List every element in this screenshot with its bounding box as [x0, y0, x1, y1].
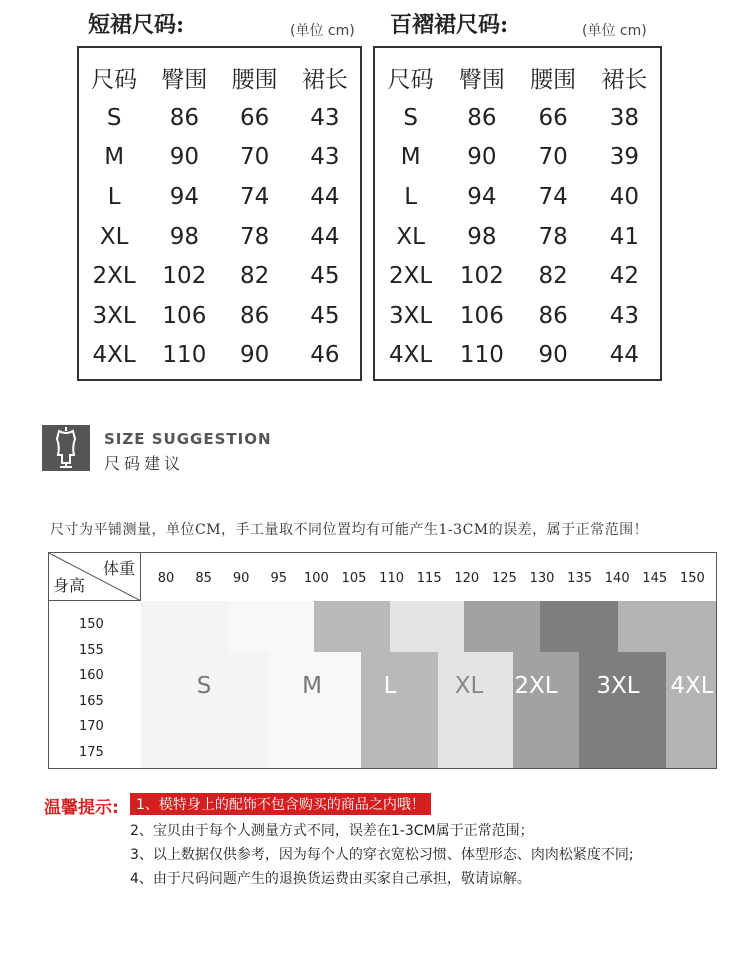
table-cell: 94	[467, 183, 497, 210]
short-skirt-unit: (单位 cm)	[290, 23, 355, 39]
table-cell: 86	[239, 302, 270, 329]
tip-item-2: 2、宝贝由于每个人测量方式不同，误差在1-3CM属于正常范围；	[130, 823, 534, 839]
table-cell: 41	[609, 223, 640, 250]
column-header: 尺码	[387, 66, 434, 93]
column-header: 臀围	[161, 66, 208, 93]
table-row	[79, 138, 360, 178]
table-row	[79, 336, 360, 376]
table-cell: M	[400, 144, 421, 171]
column-header: 腰围	[231, 66, 278, 93]
table-cell: 45	[310, 263, 340, 290]
table-cell: 4XL	[389, 342, 433, 369]
table-cell: 82	[239, 263, 270, 290]
weight-tick-label: 135	[567, 571, 593, 586]
table-cell: 38	[609, 104, 640, 131]
size-label: 4XL	[670, 673, 714, 699]
weight-tick-label: 110	[379, 571, 405, 586]
column-header: 裙长	[601, 66, 648, 93]
table-cell: 66	[538, 104, 568, 131]
table-row	[375, 177, 660, 217]
pleated-skirt-title: 百褶裙尺码:	[390, 12, 509, 38]
table-cell: 3XL	[389, 302, 433, 329]
table-cell: 86	[538, 302, 568, 329]
weight-tick-label: 80	[157, 571, 175, 586]
table-cell: 106	[162, 302, 207, 329]
size-block-2xl	[513, 652, 579, 769]
table-cell: 82	[538, 263, 568, 290]
table-cell: 2XL	[92, 263, 136, 290]
column-header: 腰围	[530, 66, 577, 93]
table-cell: 102	[459, 263, 504, 290]
weight-tick-label: 130	[529, 571, 555, 586]
size-suggestion-title: SIZE SUGGESTION	[104, 430, 272, 448]
table-cell: 43	[609, 302, 640, 329]
size-suggestion-subtitle: 尺码建议	[104, 454, 185, 473]
table-row	[375, 336, 660, 376]
table-cell: L	[404, 183, 418, 210]
table-row	[79, 217, 360, 257]
table-row	[79, 98, 360, 138]
weight-tick-label: 95	[270, 571, 288, 586]
mannequin-icon	[42, 425, 90, 471]
weight-tick-label: 125	[491, 571, 517, 586]
weight-tick-label: 150	[679, 571, 705, 586]
table-cell: 98	[169, 223, 200, 250]
tip-item-4: 4、由于尺码问题产生的退换货运费由买家自己承担，敬请谅解。	[130, 871, 531, 887]
table-cell: 86	[169, 104, 200, 131]
table-cell: 90	[538, 342, 568, 369]
table-cell: 46	[310, 342, 340, 369]
table-cell: 40	[609, 183, 640, 210]
table-cell: 70	[239, 144, 270, 171]
table-row	[375, 98, 660, 138]
pleated-skirt-unit: (单位 cm)	[582, 23, 647, 39]
table-cell: 110	[162, 342, 207, 369]
size-recommendation-chart	[48, 552, 717, 769]
table-cell: 98	[467, 223, 497, 250]
height-tick-label: 150	[79, 617, 104, 632]
weight-tick-label: 85	[195, 571, 212, 586]
height-axis-label: 身高	[53, 576, 86, 595]
weight-tick-label: 145	[642, 571, 668, 586]
table-cell: 4XL	[92, 342, 136, 369]
tips-title: 温馨提示:	[44, 798, 119, 818]
weight-tick-label: 90	[232, 571, 250, 586]
table-cell: 106	[459, 302, 504, 329]
table-cell: 90	[169, 144, 200, 171]
table-cell: XL	[396, 223, 425, 250]
size-label: 3XL	[596, 673, 640, 699]
height-tick-label: 165	[79, 693, 104, 709]
table-row	[375, 138, 660, 178]
table-cell: 44	[609, 342, 640, 369]
table-cell: 110	[459, 342, 504, 369]
short-skirt-table	[77, 46, 362, 381]
table-row	[375, 256, 660, 296]
size-block-3xl	[579, 652, 666, 769]
table-cell: 2XL	[389, 263, 433, 290]
weight-tick-label: 120	[454, 571, 480, 586]
table-cell: 90	[467, 144, 497, 171]
table-cell: S	[106, 104, 122, 131]
height-tick-label: 160	[79, 668, 104, 684]
table-cell: 74	[538, 183, 568, 210]
table-cell: 70	[538, 144, 568, 171]
height-tick-label: 175	[79, 745, 104, 760]
table-cell: 74	[239, 183, 270, 210]
table-cell: S	[403, 104, 418, 131]
size-label: S	[196, 673, 212, 699]
table-cell: 42	[609, 263, 640, 290]
tip-item-1: 1、模特身上的配饰不包含购买的商品之内哦！	[130, 793, 431, 815]
table-cell: 66	[239, 104, 270, 131]
measurement-note: 尺寸为平铺测量，单位CM，手工量取不同位置均有可能产生1-3CM的误差，属于正常范围！	[50, 522, 649, 538]
size-block-4xl-upper	[618, 601, 717, 653]
table-row	[375, 217, 660, 257]
table-cell: 43	[310, 144, 340, 171]
table-cell: 78	[239, 223, 270, 250]
weight-tick-label: 105	[341, 571, 367, 586]
table-cell: 94	[169, 183, 200, 210]
table-cell: XL	[99, 223, 129, 250]
table-row	[375, 296, 660, 336]
weight-axis-label: 体重	[102, 559, 135, 578]
size-block-s	[141, 652, 269, 769]
table-cell: L	[107, 183, 121, 210]
tip-item-3: 3、以上数据仅供参考，因为每个人的穿衣宽松习惯、体型形态、肉肉松紧度不同;	[130, 847, 634, 863]
size-label: M	[302, 673, 322, 699]
table-cell: 3XL	[92, 302, 136, 329]
table-row	[79, 256, 360, 296]
height-tick-label: 170	[79, 719, 104, 735]
table-cell: M	[104, 144, 125, 171]
table-cell: 39	[609, 144, 640, 171]
table-cell: 90	[239, 342, 270, 369]
table-row	[79, 296, 360, 336]
height-tick-label: 155	[79, 642, 104, 658]
size-label: 2XL	[514, 673, 558, 699]
column-header: 尺码	[91, 66, 138, 93]
size-label: XL	[454, 673, 484, 699]
weight-tick-label: 140	[604, 571, 630, 586]
table-cell: 44	[310, 183, 340, 210]
table-cell: 43	[310, 104, 340, 131]
table-cell: 86	[467, 104, 497, 131]
column-header: 裙长	[301, 66, 348, 93]
column-header: 臀围	[458, 66, 505, 93]
short-skirt-title: 短裙尺码:	[88, 12, 185, 38]
weight-tick-label: 115	[416, 571, 442, 586]
size-block-4xl	[666, 652, 717, 769]
table-cell: 78	[538, 223, 568, 250]
chart-corner-header	[49, 553, 141, 601]
table-cell: 44	[310, 223, 340, 250]
table-row	[79, 177, 360, 217]
weight-tick-label: 100	[303, 571, 329, 586]
size-block-m	[269, 652, 361, 769]
table-cell: 45	[310, 302, 340, 329]
size-label: L	[383, 673, 397, 699]
table-cell: 102	[162, 263, 207, 290]
pleated-skirt-table	[373, 46, 662, 381]
